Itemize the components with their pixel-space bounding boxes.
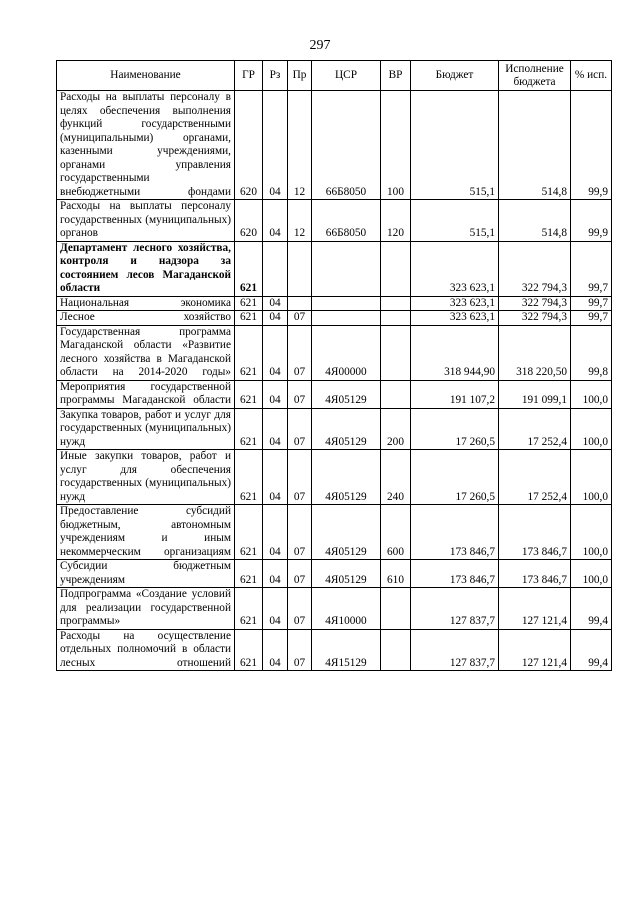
cell-gr: 621 [235, 380, 263, 408]
cell-percent: 100,0 [571, 380, 612, 408]
cell-percent: 100,0 [571, 450, 612, 505]
cell-execution: 322 794,3 [499, 296, 571, 311]
table-row [57, 91, 612, 200]
cell-vr [381, 380, 411, 408]
table-row [57, 311, 612, 326]
cell-execution: 127 121,4 [499, 588, 571, 630]
cell-pr: 07 [288, 505, 312, 560]
cell-pr: 07 [288, 629, 312, 671]
cell-percent: 100,0 [571, 505, 612, 560]
cell-vr [381, 311, 411, 326]
table-row [57, 380, 612, 408]
cell-pr: 12 [288, 91, 312, 200]
cell-budget: 173 846,7 [411, 505, 499, 560]
col-header-vr: ВР [381, 61, 411, 91]
budget-table [56, 60, 612, 671]
cell-csr: 4Я00000 [312, 325, 381, 380]
table-row [57, 200, 612, 242]
cell-vr [381, 325, 411, 380]
cell-execution: 127 121,4 [499, 629, 571, 671]
cell-execution: 322 794,3 [499, 311, 571, 326]
cell-csr: 66Б8050 [312, 91, 381, 200]
cell-gr: 621 [235, 450, 263, 505]
table-header-row [57, 61, 612, 91]
cell-name: Закупка товаров, работ и услуг для государственных (муниципальных) нужд [57, 408, 235, 450]
cell-percent: 100,0 [571, 408, 612, 450]
cell-rz: 04 [263, 505, 288, 560]
cell-budget: 191 107,2 [411, 380, 499, 408]
cell-name: Субсидии бюджетным учреждениям [57, 560, 235, 588]
cell-name: Расходы на выплаты персоналу государственных (муниципальных) органов [57, 200, 235, 242]
cell-name: Иные закупки товаров, работ и услуг для обеспечения государственных (муниципальных) нужд [57, 450, 235, 505]
cell-percent: 99,4 [571, 629, 612, 671]
cell-budget: 323 623,1 [411, 241, 499, 296]
cell-budget: 17 260,5 [411, 450, 499, 505]
cell-rz: 04 [263, 200, 288, 242]
cell-gr: 621 [235, 408, 263, 450]
table-row [57, 325, 612, 380]
cell-percent: 99,7 [571, 241, 612, 296]
cell-csr: 4Я10000 [312, 588, 381, 630]
cell-budget: 515,1 [411, 200, 499, 242]
cell-vr [381, 629, 411, 671]
col-header-execution: Исполнение бюджета [499, 61, 571, 91]
cell-csr: 4Я05129 [312, 560, 381, 588]
cell-pr: 07 [288, 380, 312, 408]
cell-execution: 173 846,7 [499, 560, 571, 588]
cell-percent: 99,8 [571, 325, 612, 380]
col-header-name: Наименование [57, 61, 235, 91]
cell-name: Расходы на выплаты персоналу в целях обеспечения выполнения функций государственными (муниципальными) органами, казенными учреждениями, органами управления государственными внебюджетными фондами [57, 91, 235, 200]
cell-name: Национальная экономика [57, 296, 235, 311]
cell-name: Лесное хозяйство [57, 311, 235, 326]
table-row [57, 408, 612, 450]
cell-vr: 120 [381, 200, 411, 242]
cell-pr: 12 [288, 200, 312, 242]
cell-percent: 99,7 [571, 311, 612, 326]
cell-gr: 621 [235, 241, 263, 296]
cell-pr [288, 296, 312, 311]
cell-budget: 17 260,5 [411, 408, 499, 450]
table-row [57, 241, 612, 296]
cell-pr: 07 [288, 560, 312, 588]
cell-name: Государственная программа Магаданской области «Развитие лесного хозяйства в Магаданской области на 2014-2020 годы» [57, 325, 235, 380]
cell-rz: 04 [263, 311, 288, 326]
cell-budget: 127 837,7 [411, 629, 499, 671]
cell-execution: 173 846,7 [499, 505, 571, 560]
cell-csr [312, 311, 381, 326]
cell-pr: 07 [288, 450, 312, 505]
cell-vr: 600 [381, 505, 411, 560]
cell-vr: 610 [381, 560, 411, 588]
table-row [57, 505, 612, 560]
cell-gr: 621 [235, 311, 263, 326]
cell-rz: 04 [263, 588, 288, 630]
cell-rz: 04 [263, 450, 288, 505]
cell-csr: 4Я15129 [312, 629, 381, 671]
cell-budget: 318 944,90 [411, 325, 499, 380]
cell-rz: 04 [263, 380, 288, 408]
cell-budget: 173 846,7 [411, 560, 499, 588]
table-row [57, 450, 612, 505]
cell-gr: 621 [235, 560, 263, 588]
cell-percent: 99,4 [571, 588, 612, 630]
cell-percent: 100,0 [571, 560, 612, 588]
cell-vr [381, 241, 411, 296]
cell-csr: 4Я05129 [312, 505, 381, 560]
cell-budget: 323 623,1 [411, 296, 499, 311]
cell-rz [263, 241, 288, 296]
cell-rz: 04 [263, 629, 288, 671]
cell-name: Подпрограмма «Создание условий для реализации государственной программы» [57, 588, 235, 630]
cell-vr [381, 296, 411, 311]
cell-csr: 66Б8050 [312, 200, 381, 242]
cell-gr: 620 [235, 91, 263, 200]
cell-percent: 99,7 [571, 296, 612, 311]
cell-csr: 4Я05129 [312, 408, 381, 450]
cell-rz: 04 [263, 560, 288, 588]
cell-rz: 04 [263, 408, 288, 450]
cell-pr: 07 [288, 408, 312, 450]
cell-budget: 323 623,1 [411, 311, 499, 326]
col-header-rz: Рз [263, 61, 288, 91]
col-header-percent: % исп. [571, 61, 612, 91]
cell-name: Департамент лесного хозяйства, контроля и надзора за состоянием лесов Магаданской области [57, 241, 235, 296]
cell-name: Предоставление субсидий бюджетным, автономным учреждениям и иным некоммерческим организациям [57, 505, 235, 560]
cell-pr [288, 241, 312, 296]
cell-vr: 200 [381, 408, 411, 450]
cell-gr: 620 [235, 200, 263, 242]
cell-execution: 17 252,4 [499, 408, 571, 450]
cell-vr [381, 588, 411, 630]
cell-percent: 99,9 [571, 91, 612, 200]
cell-name: Расходы на осуществление отдельных полномочий в области лесных отношений [57, 629, 235, 671]
cell-csr [312, 241, 381, 296]
page-number: 297 [309, 38, 331, 53]
cell-csr [312, 296, 381, 311]
cell-execution: 514,8 [499, 91, 571, 200]
cell-rz: 04 [263, 296, 288, 311]
col-header-csr: ЦСР [312, 61, 381, 91]
cell-gr: 621 [235, 505, 263, 560]
cell-rz: 04 [263, 91, 288, 200]
cell-gr: 621 [235, 588, 263, 630]
cell-pr: 07 [288, 311, 312, 326]
cell-execution: 17 252,4 [499, 450, 571, 505]
col-header-budget: Бюджет [411, 61, 499, 91]
cell-gr: 621 [235, 296, 263, 311]
table-row [57, 629, 612, 671]
cell-execution: 318 220,50 [499, 325, 571, 380]
cell-budget: 127 837,7 [411, 588, 499, 630]
cell-csr: 4Я05129 [312, 450, 381, 505]
table-row [57, 588, 612, 630]
cell-gr: 621 [235, 629, 263, 671]
cell-vr: 240 [381, 450, 411, 505]
col-header-gr: ГР [235, 61, 263, 91]
cell-pr: 07 [288, 325, 312, 380]
cell-vr: 100 [381, 91, 411, 200]
cell-percent: 99,9 [571, 200, 612, 242]
cell-execution: 191 099,1 [499, 380, 571, 408]
cell-execution: 514,8 [499, 200, 571, 242]
cell-csr: 4Я05129 [312, 380, 381, 408]
cell-gr: 621 [235, 325, 263, 380]
cell-rz: 04 [263, 325, 288, 380]
cell-name: Мероприятия государственной программы Магаданской области [57, 380, 235, 408]
table-row [57, 296, 612, 311]
cell-execution: 322 794,3 [499, 241, 571, 296]
table-row [57, 560, 612, 588]
table-body [57, 91, 612, 671]
col-header-pr: Пр [288, 61, 312, 91]
cell-budget: 515,1 [411, 91, 499, 200]
cell-pr: 07 [288, 588, 312, 630]
